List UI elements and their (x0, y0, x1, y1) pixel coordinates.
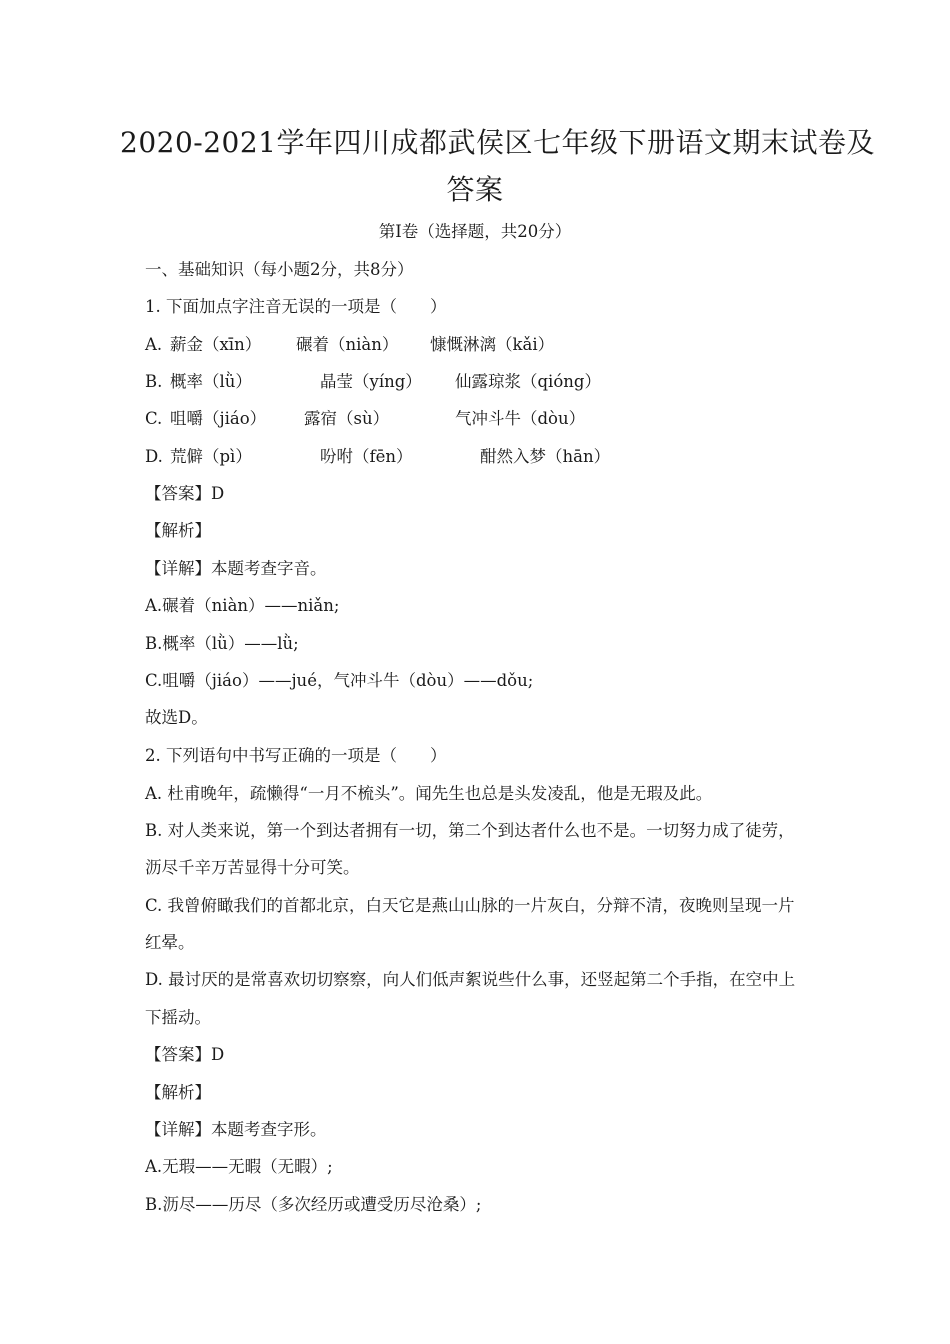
q2-option-c-line2: 红晕。 (145, 933, 195, 952)
q1-option-c-item1: 咀嚼（jiáo） (170, 409, 267, 428)
q2-option-d-line1: D. 最讨厌的是常喜欢切切察察，向人们低声絮说些什么事，还竖起第二个手指，在空中上 (145, 970, 796, 989)
section-subtitle: 第Ⅰ卷（选择题，共20分） (378, 222, 572, 241)
q2-option-b-line2: 沥尽千辛万苦显得十分可笑。 (145, 858, 360, 877)
q2-note-a: A.无瑕——无暇（无暇）; (145, 1157, 333, 1176)
q2-detail: 【详解】本题考查字形。 (145, 1120, 327, 1139)
q1-option-c-item2: 露宿（sù） (304, 409, 390, 428)
q1-option-c-label: C. (145, 409, 163, 428)
section-heading: 一、基础知识（每小题2分，共8分） (145, 260, 414, 279)
q2-option-a: A. 杜甫晚年，疏懒得“一月不梳头”。闻先生也总是头发凌乱，他是无瑕及此。 (145, 784, 713, 803)
q1-option-b-label: B. (145, 372, 163, 391)
q2-option-b-line1: B. 对人类来说，第一个到达者拥有一切，第二个到达者什么也不是。一切努力成了徒劳， (145, 821, 795, 840)
q1-option-d-item3: 酣然入梦（hān） (480, 447, 611, 466)
q1-option-b-item3: 仙露琼浆（qióng） (455, 372, 601, 391)
q2-note-b: B.沥尽——历尽（多次经历或遭受历尽沧桑）; (145, 1195, 482, 1214)
q1-note-c: C.咀嚼（jiáo）——jué，气冲斗牛（dòu）——dǒu; (145, 671, 534, 690)
q1-note-a: A.碾着（niàn）——niǎn; (145, 596, 340, 615)
question-2-stem: 2. 下列语句中书写正确的一项是（ ） (145, 746, 447, 765)
document-title-line2: 答案 (446, 173, 504, 206)
q2-answer: 【答案】D (145, 1045, 225, 1064)
q1-note-b: B.概率（lǜ）——lǜ; (145, 634, 299, 653)
q2-option-c-line1: C. 我曾俯瞰我们的首都北京，白天它是燕山山脉的一片灰白，分辩不清，夜晚则呈现一片 (145, 896, 795, 915)
q1-option-d-label: D. (145, 447, 163, 466)
q2-analysis-heading: 【解析】 (145, 1083, 211, 1102)
q1-analysis-heading: 【解析】 (145, 521, 211, 540)
q1-option-c-item3: 气冲斗牛（dòu） (455, 409, 586, 428)
q1-answer: 【答案】D (145, 484, 225, 503)
q1-option-b-item1: 概率（lǜ） (170, 372, 252, 391)
q1-option-d-item2: 吩咐（fēn） (320, 447, 413, 466)
q1-option-a-item2: 碾着（niàn） (296, 335, 399, 354)
q1-detail: 【详解】本题考查字音。 (145, 559, 327, 578)
q1-option-a-item1: 薪金（xīn） (170, 335, 262, 354)
question-1-stem: 1. 下面加点字注音无误的一项是（ ） (145, 297, 447, 316)
q1-option-d-item1: 荒僻（pì） (170, 447, 252, 466)
q1-option-b-item2: 晶莹（yíng） (320, 372, 422, 391)
q1-conclusion: 故选D。 (145, 708, 208, 727)
q1-option-a-label: A. (145, 335, 163, 354)
q1-option-a-item3: 慷慨淋漓（kǎi） (430, 335, 555, 354)
document-title-line1: 2020-2021学年四川成都武侯区七年级下册语文期末试卷及 (120, 126, 875, 159)
q2-option-d-line2: 下摇动。 (145, 1008, 211, 1027)
